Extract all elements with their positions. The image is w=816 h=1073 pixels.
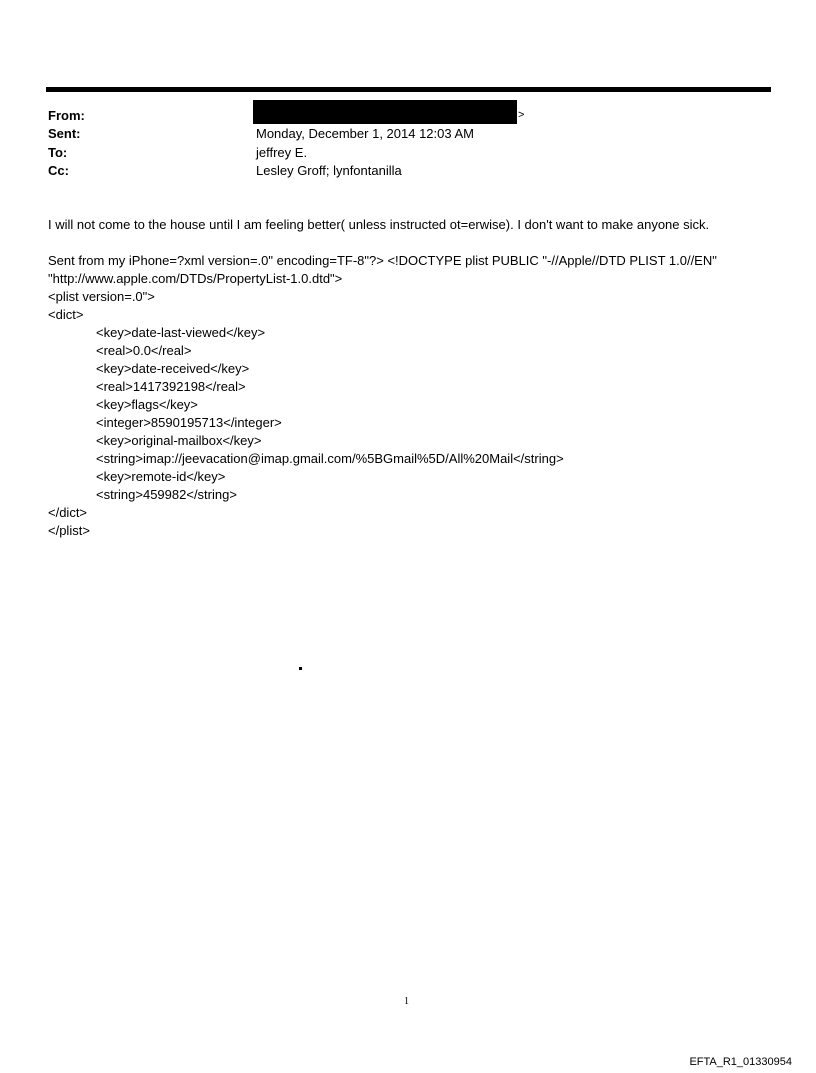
plist-entry: <key>remote-id</key> — [96, 469, 226, 484]
message-text: I will not come to the house until I am feeling better( unless instructed ot=erwise). I don't want to make anyone sick. — [48, 217, 710, 232]
dict-open: <dict> — [48, 307, 84, 322]
sent-value: Monday, December 1, 2014 12:03 AM — [256, 126, 474, 141]
signature-line-1: Sent from my iPhone=?xml version=.0" encoding=TF-8"?> <!DOCTYPE plist PUBLIC "-//Apple//DTD PLIST 1.0//EN" — [48, 253, 717, 268]
document-id: EFTA_R1_01330954 — [689, 1056, 792, 1068]
from-label: From: — [48, 108, 85, 123]
redaction-block — [253, 100, 517, 124]
stray-dot — [299, 667, 302, 670]
page-number: 1 — [404, 996, 409, 1007]
plist-entry: <key>flags</key> — [96, 397, 198, 412]
plist-entry: <key>date-received</key> — [96, 361, 250, 376]
from-suffix: > — [518, 109, 525, 121]
signature-line-2: "http://www.apple.com/DTDs/PropertyList-1.0.dtd"> — [48, 271, 343, 286]
cc-label: Cc: — [48, 163, 69, 178]
plist-entry: <key>original-mailbox</key> — [96, 433, 262, 448]
plist-open: <plist version=.0"> — [48, 289, 155, 304]
plist-entry: <real>0.0</real> — [96, 343, 192, 358]
plist-close: </plist> — [48, 523, 90, 538]
plist-entry: <string>459982</string> — [96, 487, 237, 502]
to-label: To: — [48, 145, 68, 160]
plist-entry: <key>date-last-viewed</key> — [96, 325, 266, 340]
dict-close: </dict> — [48, 505, 88, 520]
plist-entry: <string>imap://jeevacation@imap.gmail.com/%5BGmail%5D/All%20Mail</string> — [96, 451, 564, 466]
plist-entry: <integer>8590195713</integer> — [96, 415, 282, 430]
to-value: jeffrey E. — [256, 145, 308, 160]
plist-entry: <real>1417392198</real> — [96, 379, 246, 394]
sent-label: Sent: — [48, 126, 81, 141]
header-rule — [46, 87, 771, 92]
cc-value: Lesley Groff; lynfontanilla — [256, 163, 402, 178]
